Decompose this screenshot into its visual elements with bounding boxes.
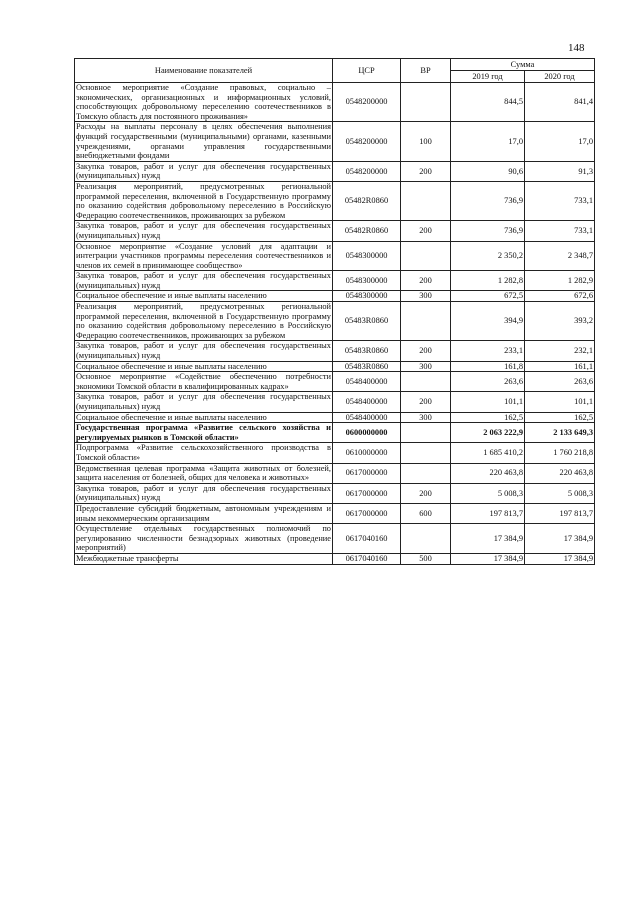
table-row [75, 271, 595, 291]
row-csr: 05483R0860 [333, 341, 401, 361]
row-vr [401, 524, 451, 554]
row-sum-2020: 101,1 [525, 392, 595, 412]
row-csr: 0617040160 [333, 553, 401, 564]
row-sum-2019: 1 282,8 [451, 271, 525, 291]
row-csr: 0548400000 [333, 392, 401, 412]
row-sum-2020: 5 008,3 [525, 483, 595, 503]
row-sum-2020: 220 463,8 [525, 463, 595, 483]
row-vr: 200 [401, 392, 451, 412]
row-sum-2020: 197 813,7 [525, 503, 595, 523]
row-name: Социальное обеспечение и иные выплаты населению [75, 412, 333, 423]
header-csr: ЦСР [333, 59, 401, 83]
row-vr [401, 372, 451, 392]
row-vr [401, 83, 451, 122]
row-sum-2019: 5 008,3 [451, 483, 525, 503]
table-row [75, 302, 595, 341]
row-csr: 05482R0860 [333, 221, 401, 241]
header-vr: ВР [401, 59, 451, 83]
row-csr: 0548200000 [333, 122, 401, 161]
table-row [75, 83, 595, 122]
header-name: Наименование показателей [75, 59, 333, 83]
row-csr: 0548300000 [333, 241, 401, 271]
row-csr: 0617000000 [333, 463, 401, 483]
row-sum-2019: 90,6 [451, 161, 525, 181]
row-sum-2020: 733,1 [525, 181, 595, 220]
row-sum-2019: 233,1 [451, 341, 525, 361]
row-name: Расходы на выплаты персоналу в целях обеспечения выполнения функций государственными (муниципальными) органами, казенными учреждениями, органами управления государственными внебюджетными фондами [76, 122, 331, 161]
row-csr: 0548400000 [333, 412, 401, 423]
row-vr: 200 [401, 271, 451, 291]
row-sum-2019: 161,8 [451, 361, 525, 372]
table-row [75, 392, 595, 412]
row-sum-2019: 736,9 [451, 221, 525, 241]
row-name: Государственная программа «Развитие сельского хозяйства и регулируемых рынков в Томской области» [76, 423, 331, 442]
row-csr: 0617000000 [333, 483, 401, 503]
row-vr: 600 [401, 503, 451, 523]
row-sum-2019: 2 350,2 [451, 241, 525, 271]
page-number: 148 [568, 42, 585, 54]
row-vr: 300 [401, 412, 451, 423]
row-csr: 0610000000 [333, 443, 401, 463]
row-sum-2019: 17,0 [451, 122, 525, 161]
row-sum-2019: 220 463,8 [451, 463, 525, 483]
row-sum-2020: 1 760 218,8 [525, 443, 595, 463]
row-csr: 0617000000 [333, 503, 401, 523]
row-name: Реализация мероприятий, предусмотренных региональной программой переселения, включенной в Государственную программу по оказанию содействия добровольному переселению в Российскую Федерацию соотечественников, проживающих за рубежом [76, 181, 331, 220]
row-csr: 0548200000 [333, 83, 401, 122]
table-row [75, 372, 595, 392]
table-row [75, 181, 595, 220]
row-vr [401, 463, 451, 483]
row-name: Основное мероприятие «Создание условий для адаптации и интеграции участников программы переселения соотечественников и членов их семей в принимающее сообщество» [76, 241, 331, 270]
row-sum-2020: 17 384,9 [525, 553, 595, 564]
row-csr: 0548400000 [333, 372, 401, 392]
row-vr: 500 [401, 553, 451, 564]
row-csr: 0600000000 [333, 423, 401, 443]
row-sum-2020: 393,2 [525, 302, 595, 341]
row-name: Подпрограмма «Развитие сельскохозяйственного производства в Томской области» [76, 443, 331, 462]
row-name: Закупка товаров, работ и услуг для обеспечения государственных (муниципальных) нужд [76, 161, 331, 181]
table-row [75, 503, 595, 523]
row-sum-2019: 197 813,7 [451, 503, 525, 523]
row-sum-2019: 17 384,9 [451, 553, 525, 564]
row-sum-2020: 17 384,9 [525, 524, 595, 554]
row-vr [401, 241, 451, 271]
row-vr: 100 [401, 122, 451, 161]
row-sum-2020: 162,5 [525, 412, 595, 423]
row-sum-2019: 1 685 410,2 [451, 443, 525, 463]
row-sum-2020: 91,3 [525, 161, 595, 181]
table-row [75, 341, 595, 361]
row-sum-2020: 263,6 [525, 372, 595, 392]
row-name: Закупка товаров, работ и услуг для обеспечения государственных (муниципальных) нужд [76, 341, 331, 361]
header-sum: Сумма [451, 59, 595, 71]
row-sum-2020: 733,1 [525, 221, 595, 241]
row-name: Закупка товаров, работ и услуг для обеспечения государственных (муниципальных) нужд [76, 483, 331, 503]
table-row [75, 361, 595, 372]
row-vr: 300 [401, 291, 451, 302]
row-name: Предоставление субсидий бюджетным, автономным учреждениям и иным некоммерческим организациям [76, 503, 331, 523]
table-row [75, 423, 595, 443]
row-vr [401, 181, 451, 220]
table-row [75, 122, 595, 161]
row-name: Ведомственная целевая программа «Защита животных от болезней, защита населения от болезней, общих для человека и животных» [76, 463, 331, 483]
row-name: Закупка товаров, работ и услуг для обеспечения государственных (муниципальных) нужд [76, 392, 331, 411]
row-sum-2020: 161,1 [525, 361, 595, 372]
row-sum-2019: 162,5 [451, 412, 525, 423]
row-name: Межбюджетные трансферты [75, 553, 333, 564]
row-name: Социальное обеспечение и иные выплаты населению [75, 361, 333, 372]
row-sum-2020: 672,6 [525, 291, 595, 302]
row-vr [401, 423, 451, 443]
budget-table [74, 58, 595, 565]
row-csr: 0617040160 [333, 524, 401, 554]
row-name: Осуществление отдельных государственных полномочий по регулированию численности безнадзорных животных (проведение мероприятий) [76, 524, 331, 553]
row-sum-2019: 844,5 [451, 83, 525, 122]
row-sum-2020: 841,4 [525, 83, 595, 122]
table-row [75, 553, 595, 564]
header-year-2019: 2019 год [451, 71, 525, 83]
row-sum-2019: 17 384,9 [451, 524, 525, 554]
row-name: Основное мероприятие «Содействие обеспечению потребности экономики Томской области в квалифицированных кадрах» [76, 372, 331, 391]
table-row [75, 291, 595, 302]
row-name: Реализация мероприятий, предусмотренных региональной программой переселения, включенной в Государственную программу по оказанию содействия добровольному переселению в Российскую Федерацию соотечественников, проживающих за рубежом [76, 302, 331, 340]
table-row [75, 443, 595, 463]
row-vr [401, 302, 451, 341]
row-vr: 300 [401, 361, 451, 372]
row-vr: 200 [401, 221, 451, 241]
table-body [75, 83, 595, 565]
header-year-2020: 2020 год [525, 71, 595, 83]
row-vr [401, 443, 451, 463]
row-sum-2020: 232,1 [525, 341, 595, 361]
row-csr: 05483R0860 [333, 302, 401, 341]
row-sum-2019: 101,1 [451, 392, 525, 412]
row-sum-2019: 672,5 [451, 291, 525, 302]
row-name: Основное мероприятие «Создание правовых, социально – экономических, организационных и информационных условий, способствующих добровольному переселению соотечественников в Томскую область для постоянного проживания» [76, 83, 331, 121]
row-sum-2020: 17,0 [525, 122, 595, 161]
table-row [75, 463, 595, 483]
table-row [75, 412, 595, 423]
row-name: Социальное обеспечение и иные выплаты населению [75, 291, 333, 302]
row-csr: 05482R0860 [333, 181, 401, 220]
row-sum-2019: 2 063 222,9 [451, 423, 525, 443]
table-row [75, 241, 595, 271]
row-sum-2019: 394,9 [451, 302, 525, 341]
row-sum-2019: 736,9 [451, 181, 525, 220]
table-row [75, 161, 595, 181]
row-sum-2020: 1 282,9 [525, 271, 595, 291]
row-sum-2020: 2 133 649,3 [525, 423, 595, 443]
row-name: Закупка товаров, работ и услуг для обеспечения государственных (муниципальных) нужд [76, 221, 331, 240]
row-name: Закупка товаров, работ и услуг для обеспечения государственных (муниципальных) нужд [76, 271, 331, 290]
row-vr: 200 [401, 341, 451, 361]
table-row [75, 221, 595, 241]
row-vr: 200 [401, 483, 451, 503]
row-csr: 0548300000 [333, 291, 401, 302]
row-csr: 05483R0860 [333, 361, 401, 372]
row-vr: 200 [401, 161, 451, 181]
row-csr: 0548300000 [333, 271, 401, 291]
row-sum-2019: 263,6 [451, 372, 525, 392]
table-row [75, 483, 595, 503]
table-row [75, 524, 595, 554]
row-sum-2020: 2 348,7 [525, 241, 595, 271]
row-csr: 0548200000 [333, 161, 401, 181]
